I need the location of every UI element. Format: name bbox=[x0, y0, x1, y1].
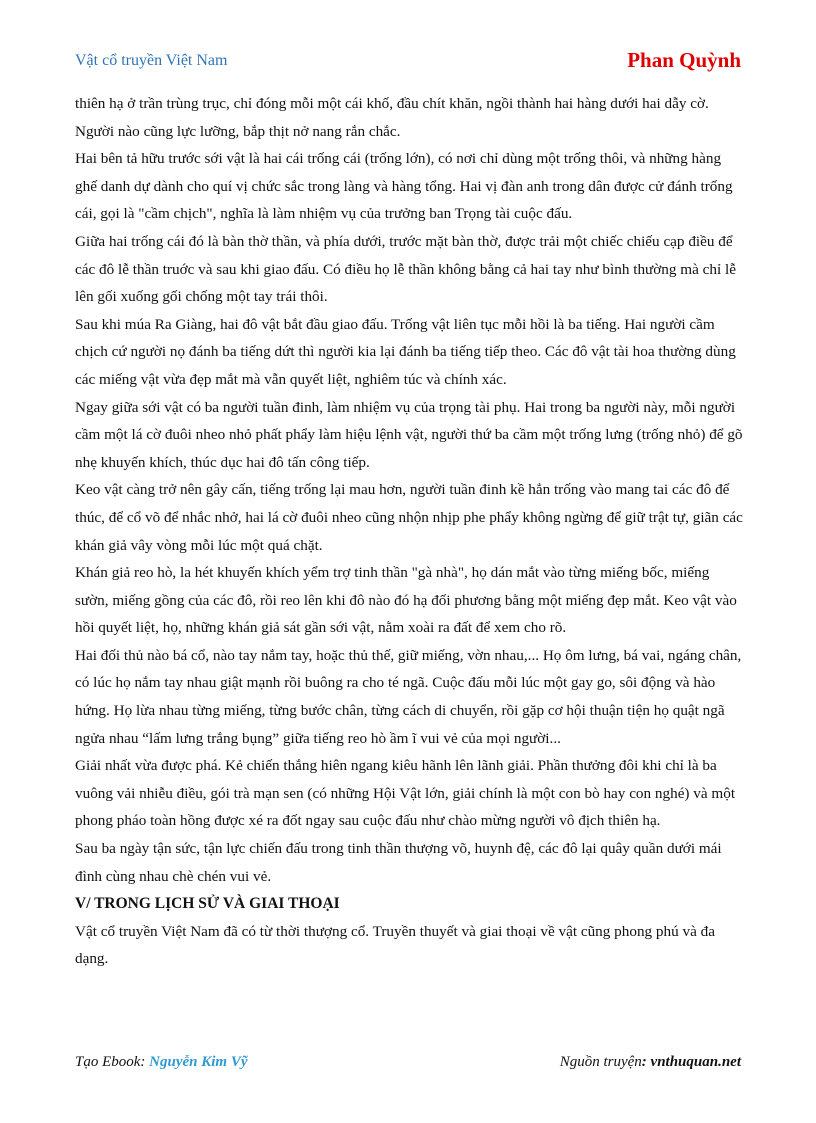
paragraph: Hai đối thủ nào bá cổ, nào tay nắm tay, hoặc thủ thế, giữ miếng, vờn nhau,... Họ ôm lưng, bá vai, ngáng chân, có lúc họ nắm tay nhau giật mạnh rồi buông ra cho té ngã. Cuộc đấu mỗi lúc một gay go, sôi động và hào hứng. Họ lừa nhau từng miếng, từng bước chân, từng cách di chuyển, rồi gặp cơ hội thuận tiện họ quật ngã ngửa nhau “lấm lưng trắng bụng” giữa tiếng reo hò ầm ĩ vui vẻ của mọi người... bbox=[75, 646, 742, 747]
paragraph: Sau ba ngày tận sức, tận lực chiến đấu trong tinh thần thượng võ, huynh đệ, các đô lại quây quần dưới mái đình cùng nhau chè chén vui vẻ. bbox=[75, 840, 722, 885]
footer-ebook-credit bbox=[75, 1054, 248, 1071]
document-body bbox=[75, 90, 745, 973]
header-author: Phan Quỳnh bbox=[627, 48, 741, 72]
paragraph: Hai bên tả hữu trước sới vật là hai cái trống cái (trống lớn), có nơi chỉ dùng một trống thôi, và những hàng ghế danh dự dành cho quí vị chức sắc trong làng và hàng tổng. Hai vị đàn anh trong dân được cử đánh trống cái, gọi là "cầm chịch", nghĩa là làm nhiệm vụ của trưởng ban Trọng tài cuộc đấu. bbox=[75, 150, 733, 223]
header-title: Vật cổ truyền Việt Nam bbox=[75, 52, 228, 69]
source-site: vnthuquan.net bbox=[650, 1054, 741, 1070]
paragraph: Sau khi múa Ra Giàng, hai đô vật bắt đầu giao đấu. Trống vật liên tục mỗi hồi là ba tiếng. Hai người cầm chịch cứ người nọ đánh ba tiếng dứt thì người kia lại đánh ba tiếng tiếp theo. Các đô vật tài hoa thường dùng các miếng vật vừa đẹp mắt mà vẫn quyết liệt, nghiêm túc và chính xác. bbox=[75, 315, 736, 388]
source-separator: : bbox=[641, 1054, 651, 1070]
paragraph: Vật cổ truyền Việt Nam đã có từ thời thượng cổ. Truyền thuyết và giai thoại về vật cũng phong phú và đa dạng. bbox=[75, 922, 715, 968]
page-header bbox=[75, 48, 741, 78]
paragraph: Ngay giữa sới vật có ba người tuần đinh, làm nhiệm vụ của trọng tài phụ. Hai trong ba người này, mỗi người cầm một lá cờ đuôi nheo nhỏ phất phẩy làm hiệu lệnh vật, người thứ ba cầm một trống lưng (trống nhỏ) để gõ nhẹ khuyến khích, thúc dục hai đô tấn công tiếp. bbox=[75, 398, 743, 471]
footer-source bbox=[560, 1054, 741, 1071]
paragraph: Giữa hai trống cái đó là bàn thờ thần, và phía dưới, trước mặt bàn thờ, được trải một chiếc chiếu cạp điều để các đô lễ thần truớc và sau khi giao đấu. Có điều họ lễ thần không bằng cả hai tay như bình thường mà chỉ lễ lên gối xuống gối chống một tay trái thôi. bbox=[75, 232, 736, 306]
ebook-separator: : bbox=[140, 1054, 150, 1070]
ebook-label: Tạo Ebook bbox=[75, 1054, 141, 1070]
section-heading: V/ TRONG LỊCH SỬ VÀ GIAI THOẠI bbox=[75, 895, 340, 913]
paragraph: thiên hạ ở trần trùng trục, chỉ đóng mỗi một cái khố, đầu chít khăn, ngồi thành hai hàng dưới hai dẫy cờ. Người nào cũng lực lưỡng, bắp thịt nở nang rắn chắc. bbox=[75, 95, 709, 140]
paragraph: Giải nhất vừa được phá. Kẻ chiến thắng hiên ngang kiêu hãnh lên lãnh giải. Phần thưởng đôi khi chỉ là ba vuông vải nhiễu điều, gói trà mạn sen (có những Hội Vật lớn, giải chính là một con bò hay con nghé) và một phong pháo toàn hồng được xé ra đốt ngay sau cuộc đấu như chào mừng người vô địch thiên hạ. bbox=[75, 757, 736, 830]
source-label: Nguồn truyện bbox=[559, 1054, 642, 1070]
paragraph: Khán giả reo hò, la hét khuyến khích yểm trợ tinh thần "gà nhà", họ dán mắt vào từng miếng bốc, miếng sườn, miếng gồng của các đô, rồi reo lên khi đô nào đó hạ đối phương bằng một miếng đẹp mắt. Keo vật vào hồi quyết liệt, họ, những khán giả sát gần sới vật, nằm xoài ra đất để xem cho rõ. bbox=[75, 564, 737, 637]
ebook-creator: Nguyễn Kim Vỹ bbox=[149, 1054, 248, 1070]
paragraph: Keo vật càng trở nên gây cấn, tiếng trống lại mau hơn, người tuần đinh kề hẳn trống vào mang tai các đô để thúc, để cổ võ để nhắc nhở, hai lá cờ đuôi nheo cũng nhộn nhịp phe phẩy không ngừng để giữ trật tự, giãn các khán giả vây vòng mỗi lúc một quá chặt. bbox=[75, 481, 743, 554]
